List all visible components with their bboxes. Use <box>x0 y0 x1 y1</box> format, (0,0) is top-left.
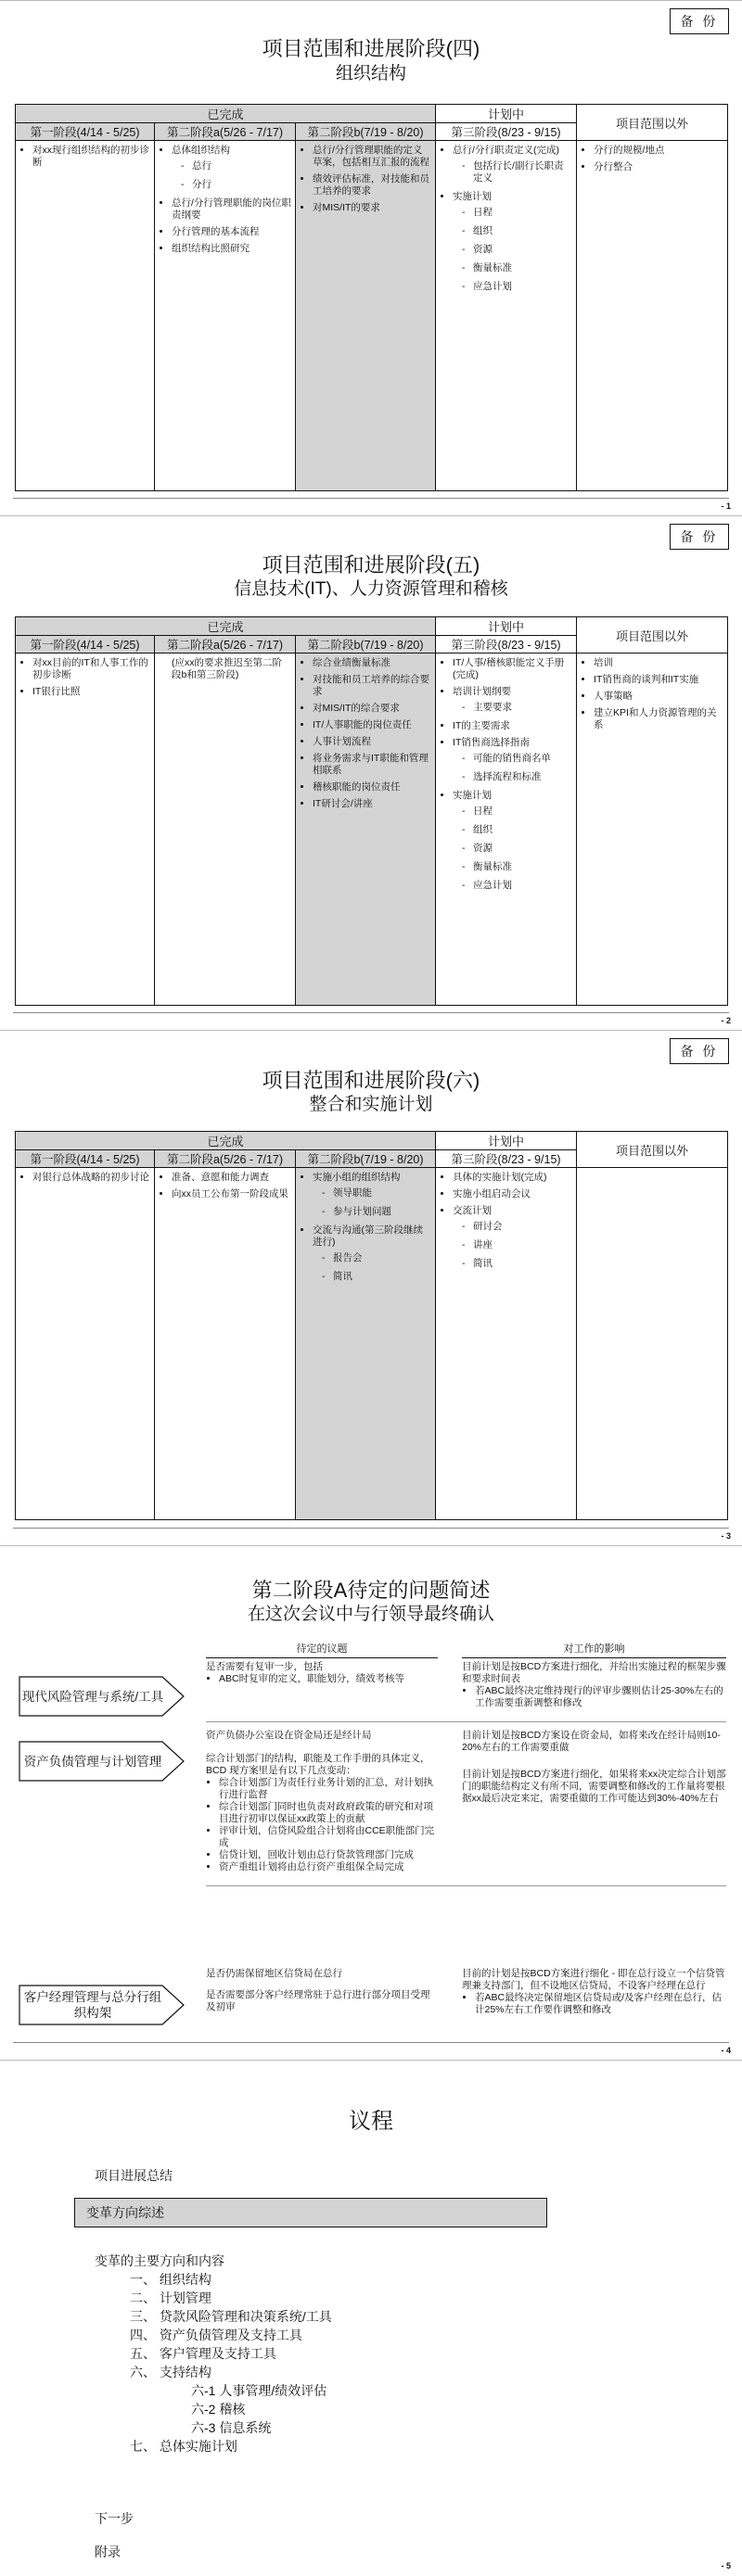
issue-label-cm <box>19 1985 186 2025</box>
row-separator <box>206 1721 726 1722</box>
scope-table <box>15 616 728 1006</box>
group-completed: 已完成 <box>16 105 436 123</box>
sub-bullet-list <box>453 753 572 783</box>
sub-bullet-item: - 讲座 <box>462 1239 572 1251</box>
slide-subtitle: 组织结构 <box>335 64 406 83</box>
pending-bullet: • ABC时复审的定义，职能划分，绩效考核等 <box>219 1673 438 1685</box>
bullet-item <box>313 1225 431 1283</box>
phase-2b-header: 第二阶段b(7/19 - 8/20) <box>296 636 436 654</box>
bullet-text: 分行整合 <box>594 161 633 172</box>
bullet-item <box>172 145 291 191</box>
bullet-item <box>172 1172 291 1184</box>
group-completed: 已完成 <box>16 1132 436 1150</box>
slide-subtitle: 在这次会议中与行领导最终确认 <box>247 1605 494 1624</box>
phase-3-header: 第三阶段(8/23 - 9/15) <box>436 636 577 654</box>
bullet-text: 实施小组的组织结构 <box>313 1172 401 1183</box>
group-planned: 计划中 <box>436 1132 577 1150</box>
scope-table <box>15 1131 728 1520</box>
bullet-list <box>441 145 572 293</box>
sub-bullet-item: - 衡量标准 <box>462 262 572 274</box>
agenda-subitems <box>130 2270 332 2455</box>
bullet-text: 总行/分行管理职能的岗位职责纲要 <box>172 197 291 221</box>
sub-bullet-list <box>172 160 291 191</box>
impact-bullet: • 若ABC最终决定维持现行的评审步骤则估计25-30%左右的工作需要重新调整和修改 <box>475 1685 726 1709</box>
footer-rule <box>13 498 729 499</box>
phase-1-header: 第一阶段(4/14 - 5/25) <box>16 1150 155 1168</box>
sub-bullet-item: - 衡量标准 <box>462 861 572 873</box>
bullet-list <box>582 145 723 173</box>
bullet-text: IT/人事/稽核职能定义手册(完成) <box>453 657 565 680</box>
group-out-of-scope: 项目范围以外 <box>577 617 728 654</box>
issue-label-risk <box>19 1676 186 1717</box>
impact-header: 对工作的影响 <box>462 1641 726 1658</box>
sub-bullet-item: - 应急计划 <box>462 281 572 293</box>
phase-3-header: 第三阶段(8/23 - 9/15) <box>436 123 577 141</box>
slide-org-structure <box>0 0 742 515</box>
agenda-subitem: 六、 支持结构 <box>130 2365 211 2379</box>
bullet-item <box>453 145 572 184</box>
bullet-item <box>594 707 723 731</box>
pending-bullet: • 综合计划部门为责任行业务计划的汇总，对计划执行进行监督 <box>219 1777 438 1801</box>
phase-2b-cell <box>296 1168 436 1520</box>
bullet-list <box>21 145 150 169</box>
slide-subtitle: 信息技术(IT)、人力资源管理和稽核 <box>234 579 508 599</box>
agenda-sub6-item: 六-1 人事管理/绩效评估 <box>191 2383 327 2398</box>
bullet-item <box>453 1188 572 1200</box>
slide-pending-issues <box>0 1545 742 2060</box>
phase-2b-header: 第二阶段b(7/19 - 8/20) <box>296 123 436 141</box>
pending-bullet: • 综合计划部门同时也负责对政府政策的研究和对项目进行初审以保证xx政策上的贡献 <box>219 1801 438 1825</box>
bullet-list <box>160 657 291 681</box>
phase-2a-header: 第二阶段a(5/26 - 7/17) <box>155 636 296 654</box>
bullet-text: IT银行比照 <box>32 686 81 697</box>
bullet-text: 准备、意愿和能力调查 <box>172 1172 269 1183</box>
agenda-appendix: 附录 <box>95 2544 121 2559</box>
sub-bullet-item: - 可能的销售商名单 <box>462 753 572 765</box>
bullet-text: IT/人事职能的岗位责任 <box>313 719 412 730</box>
bullet-text: 具体的实施计划(完成) <box>453 1172 547 1183</box>
bullet-item <box>313 202 431 214</box>
group-planned: 计划中 <box>436 617 577 636</box>
bullet-text: 综合业绩衡量标准 <box>313 657 390 668</box>
phase-1-cell <box>16 1168 155 1520</box>
bullet-text: 人事计划流程 <box>313 736 371 747</box>
sub-bullet-item: - 选择流程和标准 <box>462 771 572 783</box>
sub-bullet-item: - 简讯 <box>462 1258 572 1270</box>
bullet-item <box>32 657 150 681</box>
bullet-item <box>313 1172 431 1218</box>
bullet-list <box>21 1172 150 1184</box>
bullet-item <box>594 674 723 686</box>
bullet-text: 实施计划 <box>453 191 493 202</box>
slide-title: 项目范围和进展阶段(五) <box>262 553 480 577</box>
bullet-text: 将业务需求与IT职能和管理相联系 <box>313 753 429 776</box>
sub-bullet-item: - 简讯 <box>322 1271 431 1283</box>
bullet-item <box>594 145 723 157</box>
phase-1-header: 第一阶段(4/14 - 5/25) <box>16 123 155 141</box>
out-of-scope-cell <box>577 141 728 491</box>
bullet-text: (应xx的要求推迟至第二阶段b和第三阶段) <box>172 657 282 680</box>
bullet-item <box>313 145 431 169</box>
bullet-text: 交流与沟通(第三阶段继续进行) <box>313 1225 423 1248</box>
phase-1-cell <box>16 141 155 491</box>
group-planned: 计划中 <box>436 105 577 123</box>
sub-bullet-item: - 领导职能 <box>322 1187 431 1199</box>
phase-2a-cell <box>155 1168 296 1520</box>
sub-bullet-list <box>453 806 572 892</box>
bullet-text: 向xx员工公布第一阶段成果 <box>172 1188 288 1199</box>
bullet-item <box>453 686 572 714</box>
bullet-item <box>453 657 572 681</box>
page-number: - 4 <box>721 2046 731 2055</box>
bullet-item <box>313 657 431 669</box>
pending-alm <box>206 1730 438 1873</box>
bullet-item <box>32 145 150 169</box>
bullet-text: 对银行总体战略的初步讨论 <box>32 1172 149 1183</box>
bullet-text: 对MIS/IT的要求 <box>313 202 380 213</box>
agenda-subitem: 三、 贷款风险管理和决策系统/工具 <box>130 2309 332 2324</box>
footer-rule <box>13 1012 729 1013</box>
bullet-list <box>301 1172 431 1283</box>
bullet-list <box>582 657 723 731</box>
slide-subtitle: 整合和实施计划 <box>309 1095 433 1114</box>
bullet-text: 人事策略 <box>594 691 633 702</box>
impact-cm <box>462 1968 726 2016</box>
bullet-item <box>453 1205 572 1270</box>
bullet-list <box>160 1172 291 1200</box>
agenda-main: 变革的主要方向和内容 <box>95 2253 224 2268</box>
phase-2b-header: 第二阶段b(7/19 - 8/20) <box>296 1150 436 1168</box>
out-of-scope-cell <box>577 1168 728 1520</box>
phase-3-header: 第三阶段(8/23 - 9/15) <box>436 1150 577 1168</box>
slide-title: 项目范围和进展阶段(六) <box>262 1069 480 1092</box>
bullet-item <box>32 1172 150 1184</box>
bullet-item <box>32 686 150 698</box>
agenda-title: 议程 <box>349 2109 393 2134</box>
footer-rule <box>13 2042 729 2043</box>
phase-3-cell <box>436 654 577 1006</box>
bullet-item <box>313 173 431 197</box>
slide-agenda <box>0 2060 742 2576</box>
bullet-text: IT销售商的谈判和IT实施 <box>594 674 699 685</box>
sub-bullet-list <box>313 1187 431 1218</box>
impact-bullet: • 若ABC最终决定保留地区信贷局或/及客户经理在总行，估计25%左右工作要作调整和修改 <box>475 1992 726 2016</box>
bullet-text: 对xx现行组织结构的初步诊断 <box>32 145 149 168</box>
sub-bullet-item: - 包括行长/副行长职责定义 <box>462 160 572 184</box>
phase-1-cell <box>16 654 155 1006</box>
issue-label-alm <box>19 1741 186 1782</box>
bullet-item <box>172 657 291 681</box>
bullet-text: IT销售商选择指南 <box>453 737 530 748</box>
bullet-list <box>160 145 291 255</box>
backup-badge: 备 份 <box>670 1038 729 1064</box>
pending-risk <box>206 1661 438 1685</box>
bullet-item <box>172 197 291 222</box>
bullet-text: IT的主要需求 <box>453 720 510 731</box>
sub-bullet-item: - 分行 <box>181 179 291 191</box>
slide-integration-plan <box>0 1030 742 1545</box>
impact-intro: 目前计划是按BCD方案进行细化，并给出实施过程的框架步骤和要求时间表 <box>462 1661 726 1684</box>
scope-table <box>15 104 728 491</box>
sub-bullet-list <box>313 1252 431 1283</box>
bullet-item <box>313 674 431 698</box>
phase-3-cell <box>436 141 577 491</box>
sub-bullet-list <box>453 207 572 293</box>
bullet-text: 分行的规模/地点 <box>594 145 665 156</box>
agenda-highlight: 变革方向综述 <box>74 2198 547 2227</box>
page-number: - 3 <box>721 1531 731 1541</box>
phase-3-cell <box>436 1168 577 1520</box>
bullet-text: 实施小组启动会议 <box>453 1188 531 1199</box>
bullet-item <box>453 1172 572 1184</box>
footer-rule <box>13 1528 729 1529</box>
bullet-text: 培训 <box>594 657 614 668</box>
sub-bullet-item: - 资源 <box>462 244 572 256</box>
pending-intro-2: 综合计划部门的结构，职能及工作手册的具体定义，BCD 现方案里是有以下几点变动： <box>206 1753 430 1776</box>
bullet-item <box>594 161 723 173</box>
bullet-text: 总行/分行职责定义(完成) <box>453 145 559 156</box>
bullet-text: 对技能和员工培养的综合要求 <box>313 674 429 697</box>
page-number: - 5 <box>721 2561 731 2570</box>
bullet-list <box>441 657 572 892</box>
impact-alm <box>462 1730 726 1805</box>
bullet-item <box>172 1188 291 1200</box>
issue-label-text: 现代风险管理与系统/工具 <box>21 1689 164 1704</box>
impact-risk <box>462 1661 726 1709</box>
slide-title: 第二阶段A待定的问题简述 <box>251 1579 491 1602</box>
sub-bullet-item: - 报告会 <box>322 1252 431 1264</box>
bullet-item <box>313 719 431 731</box>
group-out-of-scope: 项目范围以外 <box>577 105 728 141</box>
agenda-subitem: 五、 客户管理及支持工具 <box>130 2346 276 2361</box>
pending-cm <box>206 1968 438 2013</box>
bullet-item <box>313 753 431 777</box>
bullet-text: 组织结构比照研究 <box>172 243 249 254</box>
sub-bullet-list <box>453 1221 572 1270</box>
sub-bullet-item: - 组织 <box>462 225 572 237</box>
pending-intro-2: 是否需要部分客户经理常驻于总行进行部分项目受理及初审 <box>206 1989 430 2012</box>
bullet-item <box>453 790 572 892</box>
impact-intro-2: 目前计划是按BCD方案进行细化，如果将来xx决定综合计划部门的职能结构定义有所不同，需要调整和修改的工作量将要根据xx最后决定来定，需要重做的工作可能达到30%-40%左右 <box>462 1769 726 1804</box>
group-out-of-scope: 项目范围以外 <box>577 1132 728 1168</box>
bullet-item <box>313 703 431 715</box>
bullet-text: 交流计划 <box>453 1205 493 1216</box>
impact-intro: 目前计划是按BCD方案设在资金局，如将来改在经计局则10-20%左右的工作需要重做 <box>462 1730 721 1753</box>
issue-label-text: 资产负债管理与计划管理 <box>23 1754 162 1769</box>
row-separator <box>206 1885 726 1886</box>
pending-bullet: • 评审计划，信贷风险组合计划将由CCE职能部门完成 <box>219 1825 438 1849</box>
pending-issues-header: 待定的议题 <box>206 1641 438 1658</box>
agenda-subitem: 四、 资产负债管理及支持工具 <box>130 2328 302 2342</box>
bullet-text: 总体组织结构 <box>172 145 230 156</box>
impact-intro: 目前的计划是按BCD方案进行细化 - 即在总行设立一个信贷管理兼支持部门，但不设地区信贷局，不设客户经理在总行 <box>462 1968 725 1991</box>
out-of-scope-cell <box>577 654 728 1006</box>
bullet-item <box>594 691 723 703</box>
bullet-text: 培训计划纲要 <box>453 686 512 697</box>
agenda-sub6-group <box>130 2381 332 2437</box>
sub-bullet-list <box>453 160 572 184</box>
bullet-text: 稽核职能的岗位责任 <box>313 781 401 793</box>
pending-bullet: • 信贷计划，回收计划由总行贷款管理部门完成 <box>219 1849 438 1861</box>
bullet-text: 绩效评估标准，对技能和员工培养的要求 <box>313 173 429 197</box>
sub-bullet-item: - 应急计划 <box>462 880 572 892</box>
agenda-progress: 项目进展总结 <box>95 2168 173 2183</box>
sub-bullet-item: - 参与计划问题 <box>322 1206 431 1218</box>
agenda-subitem: 七、 总体实施计划 <box>130 2439 237 2454</box>
sub-bullet-item: - 主要要求 <box>462 702 572 714</box>
bullet-list <box>21 657 150 698</box>
bullet-text: 对MIS/IT的综合要求 <box>313 703 400 714</box>
pending-intro: 是否仍需保留地区信贷局在总行 <box>206 1968 342 1979</box>
group-completed: 已完成 <box>16 617 436 636</box>
agenda-sub6-item: 六-2 稽核 <box>191 2402 246 2417</box>
sub-bullet-item: - 日程 <box>462 207 572 219</box>
slide-it-hr-audit <box>0 515 742 1030</box>
agenda-subitem: 一、 组织结构 <box>130 2272 211 2287</box>
bullet-text: 实施计划 <box>453 790 493 801</box>
bullet-item <box>594 657 723 669</box>
page-number: - 1 <box>721 501 731 511</box>
sub-bullet-item: - 资源 <box>462 843 572 855</box>
bullet-item <box>172 243 291 255</box>
sub-bullet-item: - 组织 <box>462 824 572 836</box>
sub-bullet-item: - 日程 <box>462 806 572 818</box>
phase-2b-cell <box>296 654 436 1006</box>
backup-badge: 备 份 <box>670 8 729 34</box>
bullet-item <box>313 781 431 793</box>
bullet-list <box>441 1172 572 1270</box>
bullet-item <box>313 736 431 748</box>
pending-intro: 是否需要有复审一步，包括 <box>206 1661 323 1672</box>
bullet-item <box>313 798 431 810</box>
sub-bullet-list <box>453 702 572 714</box>
bullet-text: 总行/分行管理职能的定义草案，包括相互汇报的流程 <box>313 145 429 168</box>
phase-1-header: 第一阶段(4/14 - 5/25) <box>16 636 155 654</box>
bullet-item <box>453 737 572 783</box>
pending-intro: 资产负债办公室设在资金局还是经计局 <box>206 1730 372 1741</box>
bullet-text: IT研讨会/讲座 <box>313 798 373 809</box>
bullet-text: 分行管理的基本流程 <box>172 226 260 237</box>
issue-label-text: 客户经理管理与总分行组织构架 <box>23 1990 162 2020</box>
slide-title: 项目范围和进展阶段(四) <box>262 37 480 60</box>
phase-2a-header: 第二阶段a(5/26 - 7/17) <box>155 1150 296 1168</box>
phase-2a-cell <box>155 654 296 1006</box>
phase-2a-cell <box>155 141 296 491</box>
phase-2a-header: 第二阶段a(5/26 - 7/17) <box>155 123 296 141</box>
pending-bullet: • 资产重组计划将由总行资产重组保全局完成 <box>219 1861 438 1873</box>
bullet-text: 建立KPI和人力资源管理的关系 <box>594 707 717 730</box>
sub-bullet-item: - 总行 <box>181 160 291 172</box>
page-number: - 2 <box>721 1016 731 1025</box>
bullet-item <box>453 720 572 732</box>
agenda-subitem: 二、 计划管理 <box>130 2290 211 2305</box>
bullet-text: 对xx目前的IT和人事工作的初步诊断 <box>32 657 148 680</box>
bullet-list <box>301 657 431 810</box>
phase-2b-cell <box>296 141 436 491</box>
bullet-list <box>301 145 431 214</box>
bullet-item <box>453 191 572 293</box>
sub-bullet-item: - 研讨会 <box>462 1221 572 1233</box>
agenda-sub6-item: 六-3 信息系统 <box>191 2420 272 2435</box>
bullet-item <box>172 226 291 238</box>
backup-badge: 备 份 <box>670 524 729 550</box>
agenda-next: 下一步 <box>95 2511 134 2526</box>
